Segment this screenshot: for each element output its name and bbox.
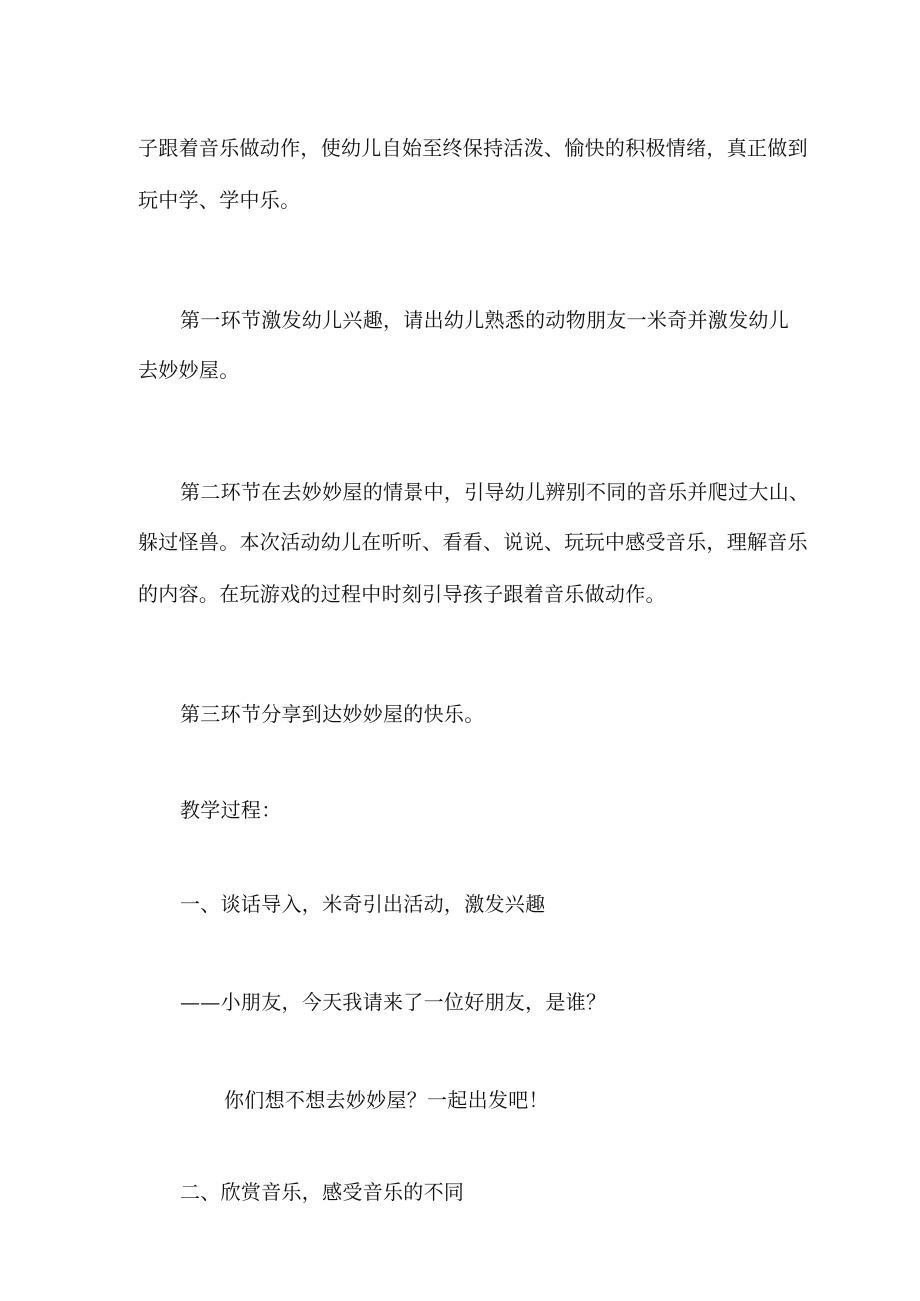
paragraph-3-line-2: 躲过怪兽。本次活动幼儿在听听、看看、说说、玩玩中感受音乐，理解音乐 [138, 530, 808, 554]
paragraph-2-line-2: 去妙妙屋。 [138, 358, 240, 382]
section-heading-1: 一、谈话导入，米奇引出活动，激发兴趣 [180, 892, 546, 916]
section-heading-2: 二、欣赏音乐，感受音乐的不同 [180, 1180, 465, 1204]
paragraph-3-line-1: 第二环节在去妙妙屋的情景中，引导幼儿辨别不同的音乐并爬过大山、 [180, 480, 810, 504]
paragraph-4-line-1: 第三环节分享到达妙妙屋的快乐。 [180, 702, 485, 726]
paragraph-1-line-1: 子跟着音乐做动作，使幼儿自始至终保持活泼、愉快的积极情绪，真正做到 [138, 136, 808, 160]
dialogue-line-1: ——小朋友，今天我请来了一位好朋友，是谁？ [180, 990, 607, 1014]
paragraph-2-line-1: 第一环节激发幼儿兴趣，请出幼儿熟悉的动物朋友一米奇并激发幼儿 [180, 308, 789, 332]
dialogue-line-2: 你们想不想去妙妙屋？一起出发吧！ [224, 1088, 549, 1112]
paragraph-1-line-2: 玩中学、学中乐。 [138, 188, 301, 212]
section-heading-teaching-process: 教学过程： [180, 798, 282, 822]
paragraph-3-line-3: 的内容。在玩游戏的过程中时刻引导孩子跟着音乐做动作。 [138, 582, 666, 606]
